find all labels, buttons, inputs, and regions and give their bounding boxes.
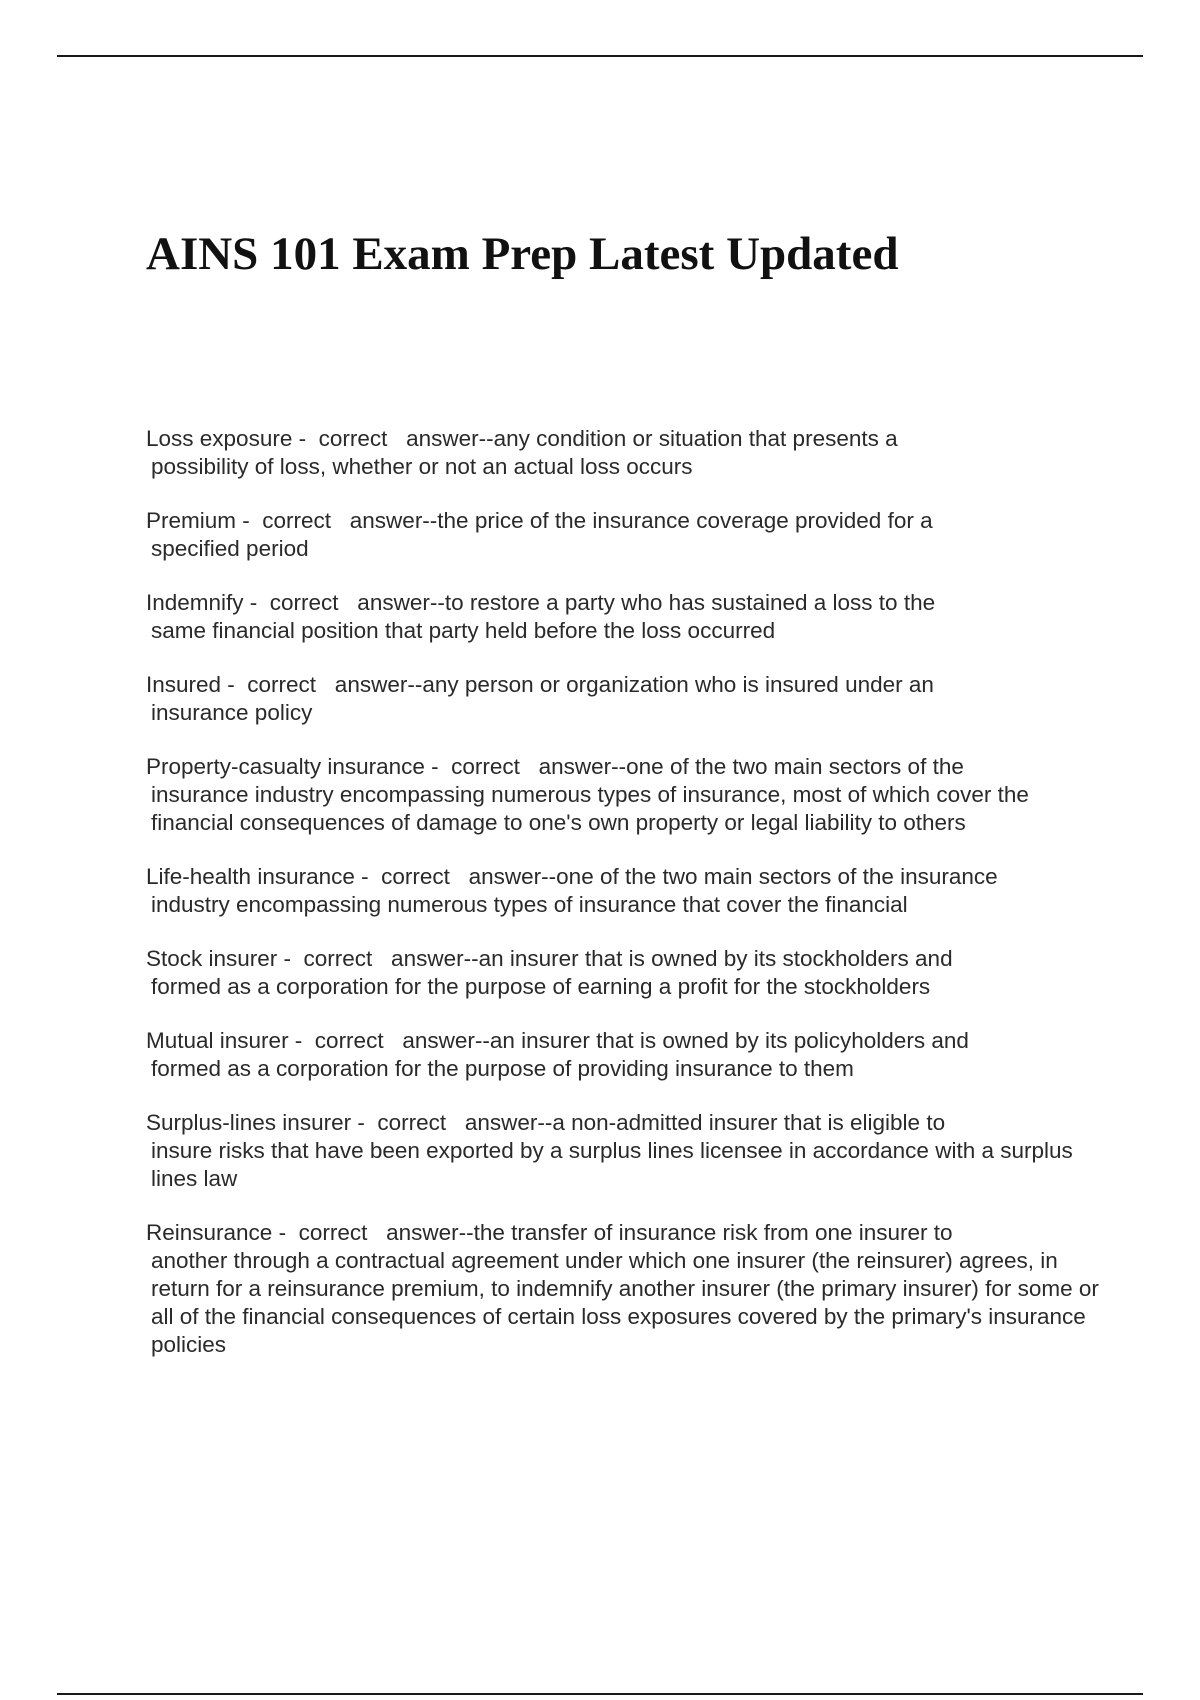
entry-definition: possibility of loss, whether or not an actual loss occurs bbox=[151, 454, 693, 479]
entry-term-line: Stock insurer - correct answer--an insurer that is owned by its stockholders and bbox=[146, 946, 953, 971]
entry-definition: industry encompassing numerous types of insurance that cover the financial bbox=[151, 892, 908, 917]
entry-definition: insurance industry encompassing numerous types of insurance, most of which cover the financial consequences of damage to one's own property or legal liability to others bbox=[151, 782, 1029, 835]
flashcard-list bbox=[146, 425, 1106, 1385]
entry-term-line: Reinsurance - correct answer--the transfer of insurance risk from one insurer to bbox=[146, 1220, 953, 1245]
entry-term-line: Loss exposure - correct answer--any condition or situation that presents a bbox=[146, 426, 898, 451]
entry-definition: insure risks that have been exported by a surplus lines licensee in accordance with a surplus lines law bbox=[151, 1138, 1073, 1191]
entry-definition: formed as a corporation for the purpose of earning a profit for the stockholders bbox=[151, 974, 931, 999]
entry-term-line: Insured - correct answer--any person or organization who is insured under an bbox=[146, 672, 934, 697]
entry-term-line: Mutual insurer - correct answer--an insurer that is owned by its policyholders and bbox=[146, 1028, 969, 1053]
entry-definition: specified period bbox=[151, 536, 309, 561]
entry-term-line: Life-health insurance - correct answer--one of the two main sectors of the insurance bbox=[146, 864, 998, 889]
entry-term-line: Property-casualty insurance - correct answer--one of the two main sectors of the bbox=[146, 754, 964, 779]
entry-term-line: Surplus-lines insurer - correct answer--a non-admitted insurer that is eligible to bbox=[146, 1110, 946, 1135]
entry-definition: another through a contractual agreement under which one insurer (the reinsurer) agrees, in return for a reinsurance premium, to indemnify another insurer (the primary insurer) for some or all of the financial consequences of certain loss exposures covered by the primary's insurance policies bbox=[151, 1248, 1099, 1357]
entry-term-line: Indemnify - correct answer--to restore a party who has sustained a loss to the bbox=[146, 590, 936, 615]
entry-definition: same financial position that party held before the loss occurred bbox=[151, 618, 776, 643]
top-rule bbox=[57, 55, 1143, 57]
entry-indemnify bbox=[146, 589, 1106, 645]
entry-insured bbox=[146, 671, 1106, 727]
entry-life-health-insurance bbox=[146, 863, 1106, 919]
entry-definition: insurance policy bbox=[151, 700, 313, 725]
entry-premium bbox=[146, 507, 1106, 563]
page-title: AINS 101 Exam Prep Latest Updated bbox=[146, 228, 899, 280]
entry-term-line: Premium - correct answer--the price of the insurance coverage provided for a bbox=[146, 508, 933, 533]
bottom-rule bbox=[57, 1693, 1143, 1695]
entry-loss-exposure bbox=[146, 425, 1106, 481]
entry-property-casualty-insurance bbox=[146, 753, 1106, 837]
entry-surplus-lines-insurer bbox=[146, 1109, 1106, 1193]
entry-definition: formed as a corporation for the purpose of providing insurance to them bbox=[151, 1056, 854, 1081]
entry-mutual-insurer bbox=[146, 1027, 1106, 1083]
entry-reinsurance bbox=[146, 1219, 1106, 1359]
entry-stock-insurer bbox=[146, 945, 1106, 1001]
